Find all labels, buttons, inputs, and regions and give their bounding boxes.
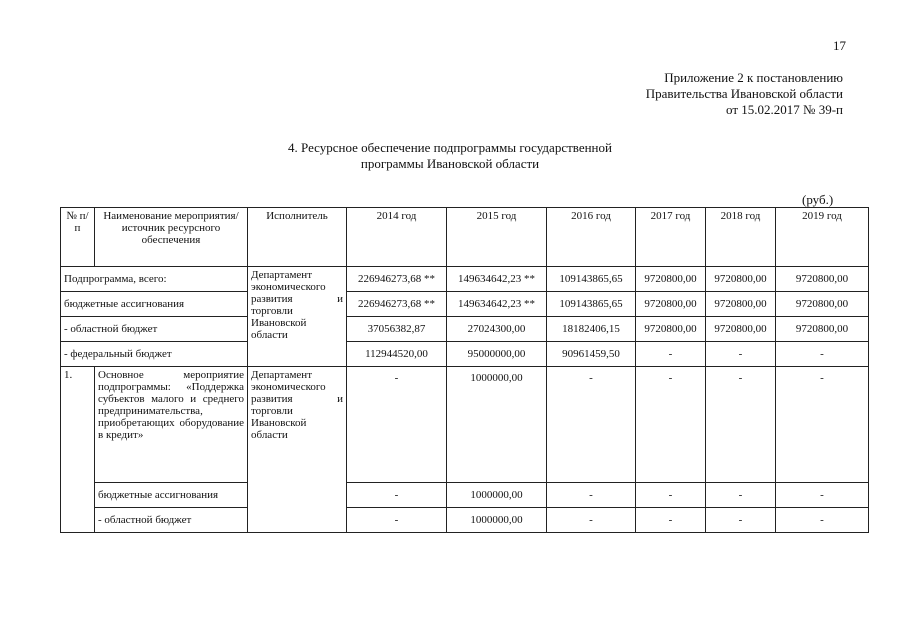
value-cell: 9720800,00	[636, 317, 706, 342]
header-2018: 2018 год	[706, 208, 776, 267]
value-cell: -	[547, 367, 636, 483]
section-title	[200, 140, 700, 172]
row-label: - областной бюджет	[95, 508, 248, 533]
value-cell: -	[776, 367, 869, 483]
value-cell: -	[547, 483, 636, 508]
value-cell: 226946273,68 **	[347, 292, 447, 317]
header-executor: Исполнитель	[248, 208, 347, 267]
resource-table	[60, 207, 869, 533]
page-number: 17	[833, 38, 846, 53]
value-cell: -	[347, 508, 447, 533]
header-2014: 2014 год	[347, 208, 447, 267]
table-row	[61, 317, 869, 342]
activity-num: 1.	[61, 367, 95, 533]
value-cell: 9720800,00	[776, 317, 869, 342]
section-title-line: 4. Ресурсное обеспечение подпрограммы государственной	[288, 140, 612, 155]
value-cell: 109143865,65	[547, 292, 636, 317]
value-cell: 9720800,00	[636, 292, 706, 317]
unit-label: (руб.)	[802, 192, 834, 207]
value-cell: 112944520,00	[347, 342, 447, 367]
activity-name: Основное мероприятие подпрограммы: «Поддержка субъектов малого и среднего предпринимательства, приобретающих оборудование в кредит»	[95, 367, 248, 483]
table-row	[61, 292, 869, 317]
table-header-row	[61, 208, 869, 267]
value-cell: -	[706, 342, 776, 367]
value-cell: 95000000,00	[447, 342, 547, 367]
value-cell: -	[636, 367, 706, 483]
value-cell: 9720800,00	[706, 317, 776, 342]
value-cell: 37056382,87	[347, 317, 447, 342]
row-label: Подпрограмма, всего:	[61, 267, 248, 292]
value-cell: -	[776, 508, 869, 533]
value-cell: -	[706, 367, 776, 483]
row-label: бюджетные ассигнования	[95, 483, 248, 508]
value-cell: 9720800,00	[706, 292, 776, 317]
header-2016: 2016 год	[547, 208, 636, 267]
value-cell: -	[636, 483, 706, 508]
value-cell: 109143865,65	[547, 267, 636, 292]
value-cell: 9720800,00	[776, 267, 869, 292]
table-row	[61, 483, 869, 508]
value-cell: -	[776, 483, 869, 508]
value-cell: 149634642,23 **	[447, 292, 547, 317]
table-row	[61, 342, 869, 367]
value-cell: 9720800,00	[706, 267, 776, 292]
value-cell: -	[706, 508, 776, 533]
header-num: № п/п	[61, 208, 95, 267]
header-name: Наименование мероприятия/источник ресурсного обеспечения	[95, 208, 248, 267]
executor-cell: Департамент экономического развития и торговли Ивановской области	[248, 267, 347, 367]
value-cell: 226946273,68 **	[347, 267, 447, 292]
row-label: - федеральный бюджет	[61, 342, 248, 367]
row-label: - областной бюджет	[61, 317, 248, 342]
value-cell: 18182406,15	[547, 317, 636, 342]
appendix-line: от 15.02.2017 № 39-п	[726, 102, 843, 117]
header-2019: 2019 год	[776, 208, 869, 267]
value-cell: 1000000,00	[447, 367, 547, 483]
value-cell: -	[547, 508, 636, 533]
value-cell: 1000000,00	[447, 508, 547, 533]
header-2017: 2017 год	[636, 208, 706, 267]
table-row	[61, 508, 869, 533]
value-cell: 9720800,00	[776, 292, 869, 317]
header-2015: 2015 год	[447, 208, 547, 267]
value-cell: 27024300,00	[447, 317, 547, 342]
table-row	[61, 367, 869, 483]
value-cell: 90961459,50	[547, 342, 636, 367]
value-cell: -	[636, 342, 706, 367]
value-cell: -	[347, 367, 447, 483]
value-cell: -	[776, 342, 869, 367]
value-cell: 9720800,00	[636, 267, 706, 292]
appendix-header	[523, 70, 843, 118]
row-label: бюджетные ассигнования	[61, 292, 248, 317]
value-cell: -	[347, 483, 447, 508]
appendix-line: Приложение 2 к постановлению	[664, 70, 843, 85]
value-cell: -	[706, 483, 776, 508]
appendix-line: Правительства Ивановской области	[645, 86, 843, 101]
table-row	[61, 267, 869, 292]
executor-cell: Департамент экономического развития и торговли Ивановской области	[248, 367, 347, 533]
value-cell: -	[636, 508, 706, 533]
value-cell: 149634642,23 **	[447, 267, 547, 292]
section-title-line: программы Ивановской области	[360, 156, 540, 171]
value-cell: 1000000,00	[447, 483, 547, 508]
